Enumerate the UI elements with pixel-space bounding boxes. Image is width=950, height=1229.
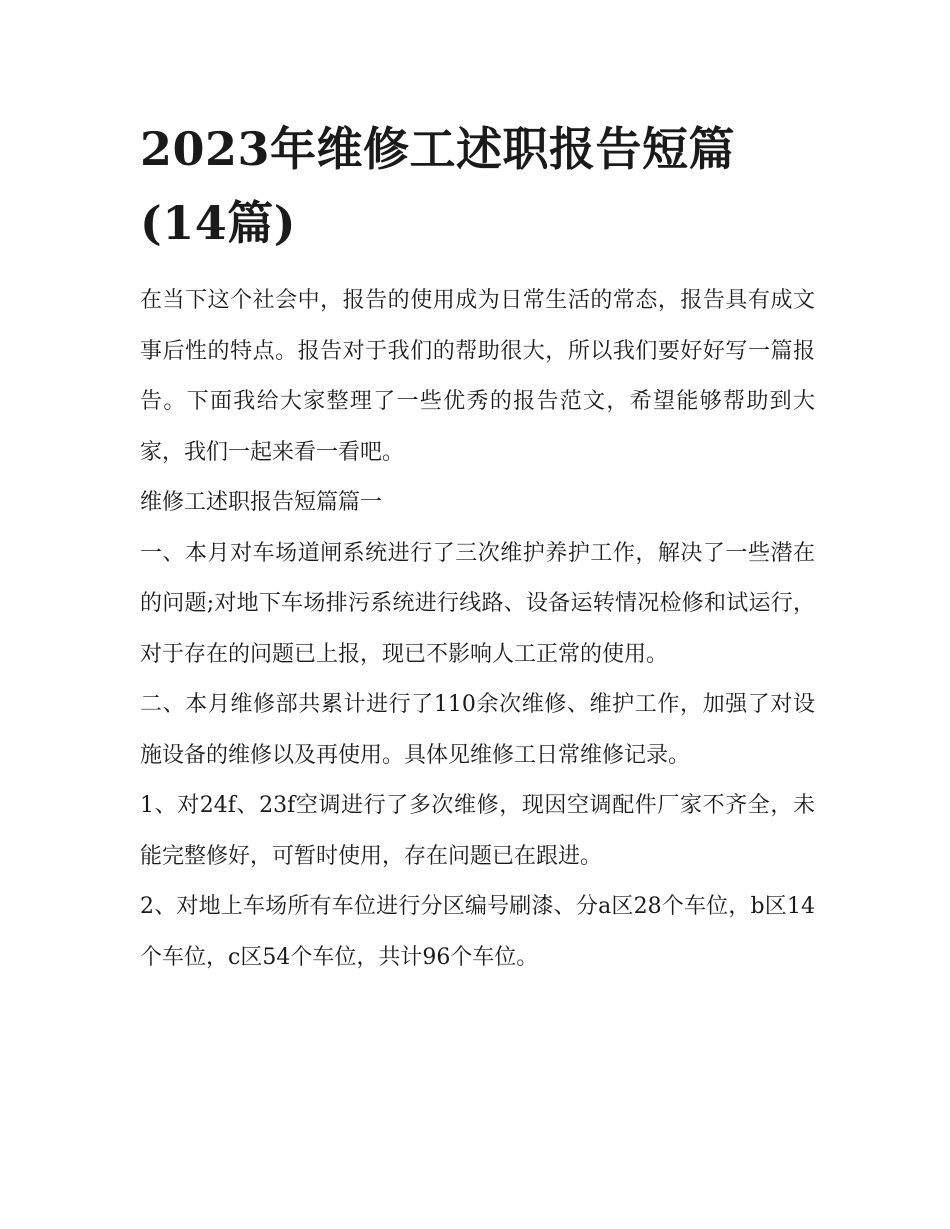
section-heading: 维修工述职报告短篇篇一 <box>140 490 383 515</box>
list-item-2: 2、对地上车场所有车位进行分区编号刷漆、分a区28个车位，b区14个车位，c区54个车位，共计96个车位。 <box>140 894 815 970</box>
list-item-1: 1、对24f、23f空调进行了多次维修，现因空调配件厂家不齐全，未能完整修好，可暂时使用，存在问题已在跟进。 <box>140 793 815 869</box>
intro-paragraph: 在当下这个社会中，报告的使用成为日常生活的常态，报告具有成文事后性的特点。报告对于我们的帮助很大，所以我们要好好写一篇报告。下面我给大家整理了一些优秀的报告范文，希望能够帮助到大家，我们一起来看一看吧。 <box>140 288 815 465</box>
body-paragraph-2: 二、本月维修部共累计进行了110余次维修、维护工作，加强了对设施设备的维修以及再使用。具体见维修工日常维修记录。 <box>140 692 815 768</box>
body-paragraph-1: 一、本月对车场道闸系统进行了三次维护养护工作，解决了一些潜在的问题;对地下车场排污系统进行线路、设备运转情况检修和试运行，对于存在的问题已上报，现已不影响人工正常的使用。 <box>140 540 815 667</box>
document-page <box>140 112 815 983</box>
document-title: 2023年维修工述职报告短篇(14篇) <box>140 122 736 250</box>
